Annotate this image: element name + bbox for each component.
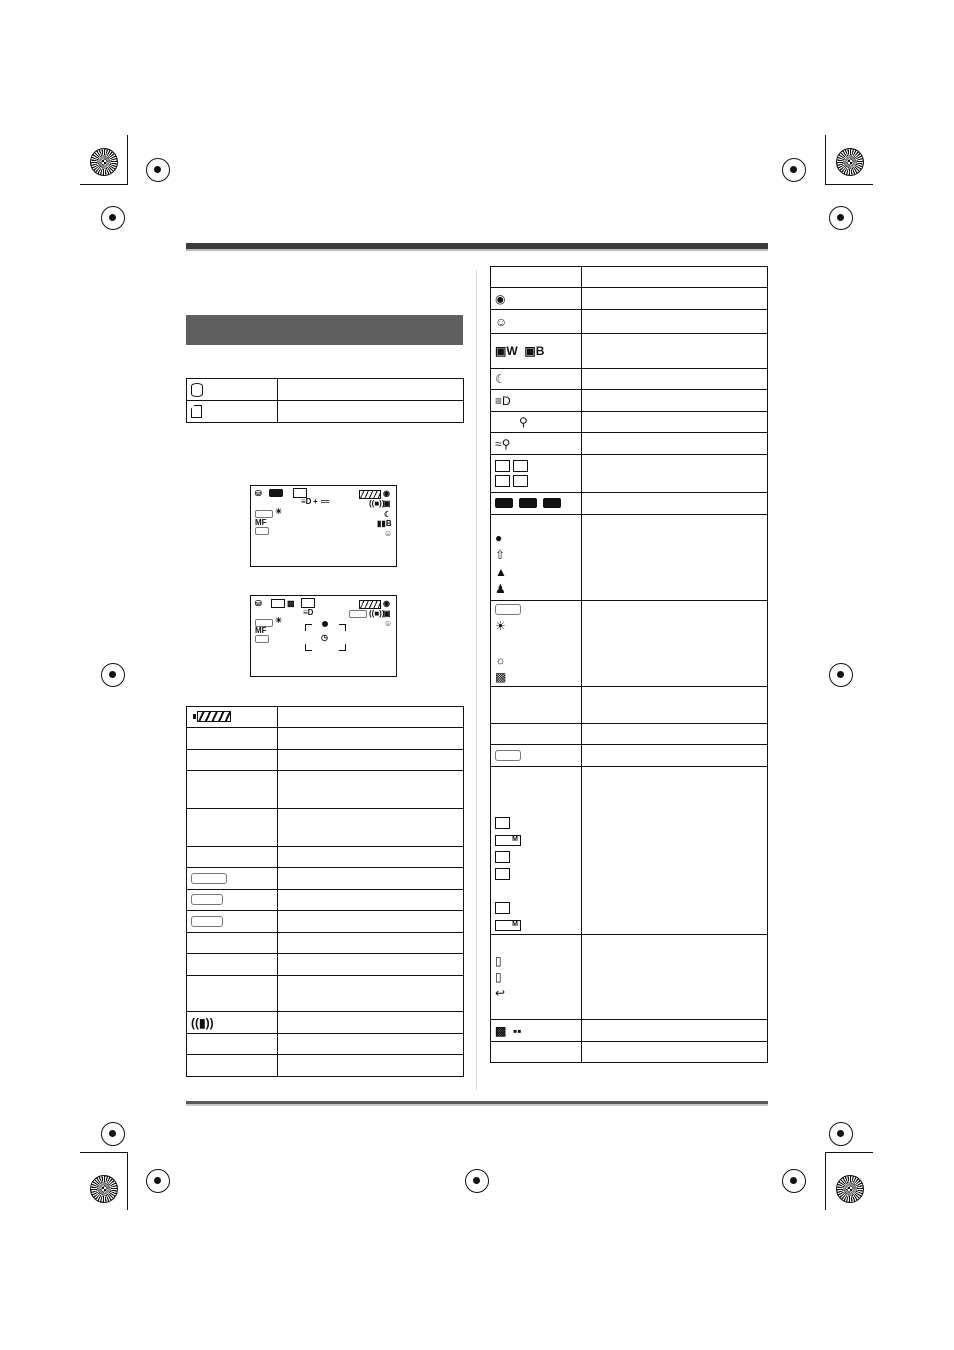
table-row: [187, 933, 464, 954]
registration-mark: [146, 1169, 170, 1193]
registration-mark: [782, 1169, 806, 1193]
crop-line: [127, 1152, 128, 1210]
table-row: [187, 401, 464, 423]
table-header-row: [491, 267, 768, 288]
table-row: [491, 334, 768, 369]
smile-icon: ☺: [384, 619, 393, 628]
table-row: [491, 745, 768, 767]
registration-mark: [101, 1122, 125, 1146]
section-title: [186, 323, 194, 337]
backlight-icon: ▣W ▣B: [495, 344, 545, 358]
crop-line: [127, 135, 128, 185]
crop-line: [825, 1152, 826, 1210]
table-row: [187, 1034, 464, 1055]
header-rule-shadow: [186, 249, 768, 251]
right-icon-table: [490, 266, 768, 1063]
recording-mode-icon: M M: [495, 767, 577, 934]
crop-line: [825, 135, 826, 185]
scene-icon: ▣: [383, 609, 391, 618]
registration-mark: [829, 663, 853, 687]
mic-icon: ⚲: [519, 415, 528, 429]
outline-box-icon: [255, 510, 273, 518]
table-row: [187, 868, 464, 890]
table-row: [491, 433, 768, 455]
smile-icon: ☺: [495, 314, 508, 329]
face-frame-icon: ◉: [383, 489, 390, 498]
focus-corner: [339, 644, 346, 651]
table-row: [187, 890, 464, 911]
table-row: [187, 809, 464, 847]
outline-box-icon: [495, 750, 521, 761]
table-row: [187, 379, 464, 401]
registration-mark: [146, 158, 170, 182]
lcd-screen-photo: [250, 595, 397, 677]
registration-starburst: [90, 148, 118, 176]
media-table: [186, 378, 464, 423]
light-icon: ≡D: [303, 608, 314, 617]
table-row: [491, 767, 768, 935]
scene-icon: ▣: [383, 499, 391, 508]
record-mode-icon: [269, 489, 283, 497]
table-row: [187, 1012, 464, 1034]
registration-mark: [465, 1169, 489, 1193]
audio-level-icon: ▩: [287, 599, 295, 608]
battery-icon: [359, 600, 381, 609]
lcd-screen-video: [250, 485, 397, 567]
table-row: [491, 493, 768, 515]
table-row: [187, 911, 464, 933]
focus-dot: [322, 621, 328, 627]
white-balance-mode-icon: ☀ ☼ ▩: [495, 601, 577, 686]
table-row: [491, 455, 768, 493]
registration-starburst: [836, 1175, 864, 1203]
audio-level-icon: ▩ ▪▪: [495, 1023, 522, 1038]
backlight-comp-icon: ☀: [275, 616, 283, 625]
backlight-comp-icon: ☀: [275, 507, 283, 516]
focus-corner: [305, 644, 312, 651]
outline-box-icon: [191, 894, 223, 905]
plus-sign: +: [313, 497, 318, 506]
table-row: [187, 1055, 464, 1077]
registration-starburst: [90, 1175, 118, 1203]
table-row: [491, 390, 768, 412]
table-row: [491, 515, 768, 601]
picture-size-icon: ▯ ▯ ↩: [495, 954, 506, 1000]
table-row: [491, 412, 768, 433]
focus-corner: [305, 624, 312, 631]
table-row: [187, 954, 464, 976]
registration-mark: [101, 206, 125, 230]
wind-cut-icon: ≈⚲: [495, 436, 511, 451]
table-row: [187, 728, 464, 750]
picture-size-icon: [271, 599, 285, 608]
scene-mode-icon: ● ⇧ ▲ ♟: [495, 530, 507, 596]
table-row: [491, 935, 768, 1020]
wind-cut-icon: ≈≈: [321, 497, 330, 506]
table-row: [491, 1020, 768, 1042]
smile-icon: ☺: [384, 529, 393, 538]
backlight-icon: ▮▮B: [377, 519, 392, 528]
manual-focus-label: MF: [255, 626, 267, 635]
focus-corner: [339, 624, 346, 631]
self-timer-icon: ◷: [321, 633, 328, 642]
battery-icon: [197, 711, 231, 722]
light-icon: ≡D: [301, 497, 312, 506]
night-mode-icon: ☾: [384, 510, 392, 519]
table-row: [187, 750, 464, 771]
footer-rule-shadow: [186, 1104, 768, 1106]
registration-mark: [829, 206, 853, 230]
outline-box-icon: [255, 527, 269, 535]
battery-icon: [359, 490, 381, 499]
table-row: [187, 771, 464, 809]
outline-box-icon: [349, 610, 367, 618]
image-stabilizer-icon: ((▮)): [191, 1015, 214, 1030]
section-heading-band: [186, 315, 463, 345]
image-stabilizer-icon: ((■)): [369, 609, 385, 618]
outline-box-icon: [255, 635, 269, 643]
disc-icon: [191, 383, 203, 397]
aspect-icon: [495, 498, 513, 508]
card-icon: [191, 405, 202, 418]
white-balance-icon: [495, 459, 577, 489]
white-balance-icon: [301, 598, 315, 608]
light-icon: ≡D: [495, 393, 511, 408]
registration-mark: [101, 663, 125, 687]
manual-focus-label: MF: [255, 518, 267, 527]
face-frame-icon: ◉: [383, 599, 390, 608]
crop-line: [825, 1152, 873, 1153]
crop-line: [80, 1152, 128, 1153]
table-row: [187, 847, 464, 868]
table-row: [491, 601, 768, 687]
column-divider: [476, 270, 477, 1090]
crop-line: [80, 184, 128, 185]
disc-icon: ⛁: [255, 489, 262, 498]
table-row: [491, 310, 768, 334]
crop-line: [825, 184, 873, 185]
table-row: [491, 288, 768, 310]
outline-box-icon: [191, 873, 227, 884]
table-row: [491, 369, 768, 390]
disc-icon: ⛁: [255, 599, 262, 608]
left-icon-table: [186, 706, 464, 1077]
night-mode-icon: ☾: [495, 372, 506, 386]
registration-mark: [829, 1122, 853, 1146]
table-row: [491, 687, 768, 724]
table-row: [491, 724, 768, 745]
image-stabilizer-icon: ((■)): [369, 499, 385, 508]
table-row: [491, 1042, 768, 1063]
registration-mark: [782, 158, 806, 182]
outline-box-icon: [191, 916, 223, 927]
table-row: [187, 976, 464, 1012]
face-frame-icon: ◉: [495, 291, 506, 306]
table-row: [187, 707, 464, 728]
registration-starburst: [836, 148, 864, 176]
